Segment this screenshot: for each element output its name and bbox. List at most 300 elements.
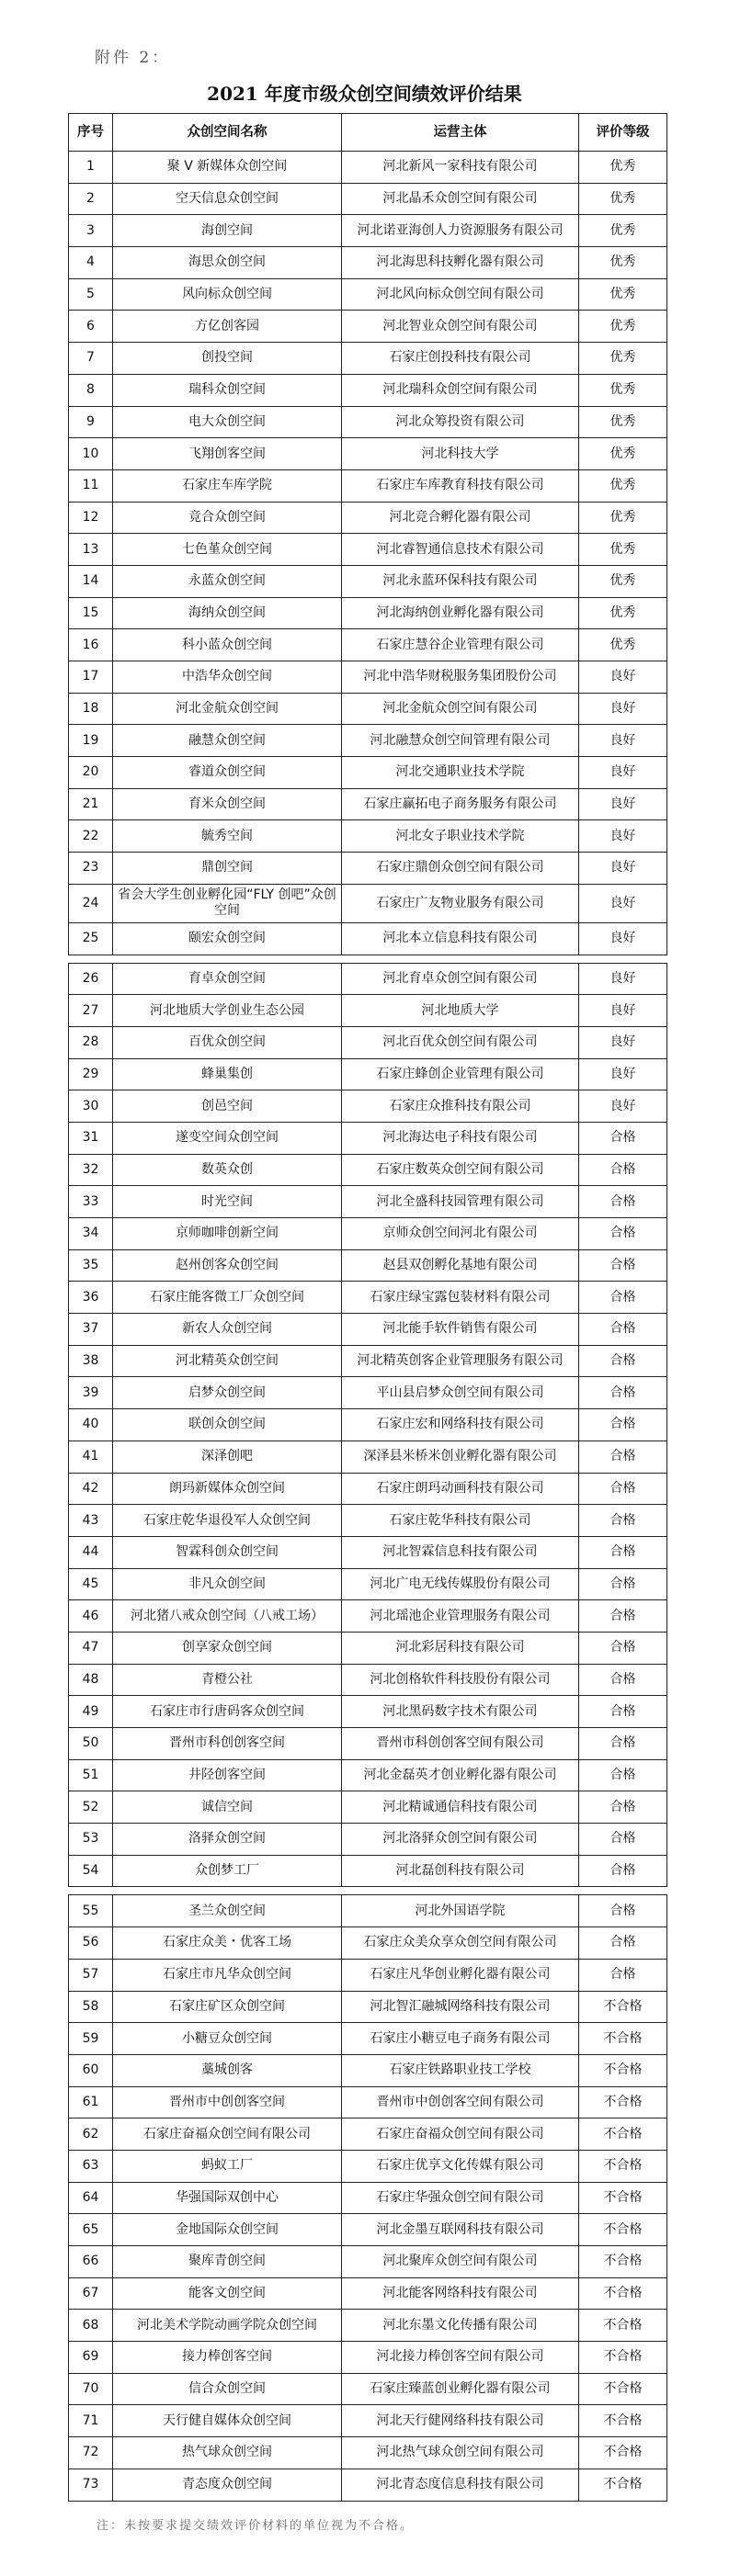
table-row [69,1218,667,1250]
cell-grade: 不合格 [579,2310,667,2342]
cell-grade: 不合格 [579,2086,667,2118]
cell-operator: 深泽县米桥米创业孵化器有限公司 [342,1441,579,1473]
table-row [69,1090,667,1123]
cell-grade: 良好 [579,693,667,725]
cell-grade: 优秀 [579,597,667,629]
cell-space-name: 创邑空间 [113,1090,342,1123]
cell-index: 12 [69,502,113,534]
table-row [69,2182,667,2214]
cell-space-name: 深泽创吧 [113,1441,342,1473]
cell-grade: 合格 [579,1824,667,1856]
table-row [69,1314,667,1346]
cell-index: 67 [69,2277,113,2310]
cell-operator: 河北广电无线传媒股份有限公司 [342,1568,579,1600]
table-row [69,152,667,184]
cell-index: 45 [69,1568,113,1600]
cell-operator: 河北智业众创空间有限公司 [342,311,579,343]
cell-space-name: 融慧众创空间 [113,725,342,757]
table-row [69,2437,667,2469]
cell-space-name: 小糖豆众创空间 [113,2023,342,2055]
table-row [69,853,667,885]
table-row [69,1927,667,1960]
cell-index: 19 [69,725,113,757]
cell-operator: 河北诺亚海创人力资源服务有限公司 [342,215,579,247]
cell-grade: 合格 [579,1791,667,1824]
header-grade: 评价等级 [579,114,667,152]
cell-space-name: 热气球众创空间 [113,2437,342,2469]
cell-grade: 不合格 [579,2150,667,2182]
cell-index: 41 [69,1441,113,1473]
cell-grade: 不合格 [579,2277,667,2310]
cell-index: 5 [69,278,113,311]
cell-space-name: 京师咖啡创新空间 [113,1218,342,1250]
cell-index: 10 [69,438,113,470]
cell-index: 27 [69,995,113,1027]
cell-operator: 河北晶禾众创空间有限公司 [342,183,579,215]
cell-index: 26 [69,963,113,995]
cell-operator: 石家庄绿宝露包装材料有限公司 [342,1282,579,1314]
cell-space-name: 蜂巢集创 [113,1058,342,1090]
cell-index: 31 [69,1122,113,1154]
cell-index: 23 [69,853,113,885]
cell-space-name: 聚库青创空间 [113,2246,342,2278]
cell-grade: 合格 [579,1505,667,1537]
cell-space-name: 新农人众创空间 [113,1314,342,1346]
table-row [69,725,667,757]
cell-grade: 合格 [579,1186,667,1218]
cell-operator: 河北地质大学 [342,995,579,1027]
cell-space-name: 蚂蚁工厂 [113,2150,342,2182]
cell-index: 7 [69,343,113,375]
cell-grade: 合格 [579,1249,667,1282]
table-row [69,502,667,534]
cell-grade: 优秀 [579,565,667,597]
cell-index: 64 [69,2182,113,2214]
cell-index: 40 [69,1409,113,1441]
cell-space-name: 金地国际众创空间 [113,2214,342,2246]
cell-operator: 河北全盛科技园管理有限公司 [342,1186,579,1218]
cell-index: 35 [69,1249,113,1282]
cell-operator: 河北洛驿众创空间有限公司 [342,1824,579,1856]
cell-operator: 河北精诚通信科技有限公司 [342,1791,579,1824]
table-row [69,215,667,247]
cell-operator: 河北竞合孵化器有限公司 [342,502,579,534]
table-row [69,1959,667,1991]
cell-grade: 良好 [579,820,667,853]
cell-space-name: 睿道众创空间 [113,757,342,789]
cell-grade: 合格 [579,1927,667,1960]
cell-grade: 合格 [579,1895,667,1927]
cell-operator: 河北本立信息科技有限公司 [342,922,579,955]
cell-space-name: 河北猪八戒众创空间（八戒工场） [113,1600,342,1633]
cell-grade: 合格 [579,1632,667,1664]
cell-operator: 河北女子职业技术学院 [342,820,579,853]
cell-index: 4 [69,247,113,279]
cell-operator: 石家庄凡华创业孵化器有限公司 [342,1959,579,1991]
cell-grade: 优秀 [579,438,667,470]
cell-operator: 河北磊创科技有限公司 [342,1855,579,1887]
cell-space-name: 飞翔创客空间 [113,438,342,470]
table-row [69,757,667,789]
cell-space-name: 创享家众创空间 [113,1632,342,1664]
cell-index: 36 [69,1282,113,1314]
cell-index: 33 [69,1186,113,1218]
cell-operator: 河北智霖信息科技有限公司 [342,1536,579,1568]
table-row [69,1345,667,1377]
cell-operator: 河北育卓众创空间有限公司 [342,963,579,995]
cell-operator: 河北中浩华财税服务集团股份公司 [342,661,579,694]
cell-operator: 晋州市中创创客空间有限公司 [342,2086,579,2118]
table-row [69,1855,667,1887]
table-row [69,2342,667,2374]
cell-index: 52 [69,1791,113,1824]
table-row [69,469,667,502]
cell-index: 54 [69,1855,113,1887]
cell-index: 70 [69,2373,113,2405]
cell-grade: 不合格 [579,2405,667,2437]
cell-grade: 合格 [579,1441,667,1473]
cell-space-name: 青态度众创空间 [113,2469,342,2501]
cell-index: 51 [69,1759,113,1791]
cell-index: 13 [69,534,113,566]
cell-index: 37 [69,1314,113,1346]
cell-operator: 石家庄慧谷企业管理有限公司 [342,629,579,661]
table-row [69,343,667,375]
cell-space-name: 启梦众创空间 [113,1377,342,1409]
table-row [69,820,667,853]
cell-grade: 优秀 [579,534,667,566]
cell-space-name: 科小蓝众创空间 [113,629,342,661]
cell-operator: 河北睿智通信息技术有限公司 [342,534,579,566]
cell-space-name: 永蓝众创空间 [113,565,342,597]
cell-index: 38 [69,1345,113,1377]
cell-operator: 河北黑码数字技术有限公司 [342,1696,579,1728]
table-row [69,374,667,406]
table-row [69,629,667,661]
cell-grade: 合格 [579,1345,667,1377]
cell-space-name: 遂变空间众创空间 [113,1122,342,1154]
cell-operator: 平山县启梦众创空间有限公司 [342,1377,579,1409]
table-row [69,1154,667,1186]
table-row [69,183,667,215]
table-row [69,1026,667,1058]
cell-index: 30 [69,1090,113,1123]
cell-index: 9 [69,406,113,438]
cell-space-name: 联创众创空间 [113,1409,342,1441]
cell-operator: 河北东墨文化传播有限公司 [342,2310,579,2342]
cell-index: 53 [69,1824,113,1856]
cell-operator: 河北百优众创空间有限公司 [342,1026,579,1058]
cell-operator: 河北瑶池企业管理服务有限公司 [342,1600,579,1633]
cell-grade: 良好 [579,1090,667,1123]
table-row [69,963,667,995]
cell-grade: 优秀 [579,278,667,311]
table-row [69,1696,667,1728]
table-row [69,1536,667,1568]
cell-index: 47 [69,1632,113,1664]
cell-grade: 良好 [579,853,667,885]
cell-grade: 优秀 [579,406,667,438]
table-row [69,2054,667,2086]
cell-operator: 河北金航众创空间有限公司 [342,693,579,725]
cell-grade: 合格 [579,1696,667,1728]
cell-index: 25 [69,922,113,955]
cell-space-name: 能客文创空间 [113,2277,342,2310]
table-row [69,1728,667,1760]
cell-grade: 合格 [579,1568,667,1600]
attachment-label: 附件 2： [95,49,171,67]
cell-grade: 良好 [579,661,667,694]
cell-grade: 良好 [579,757,667,789]
cell-index: 14 [69,565,113,597]
cell-index: 24 [69,884,113,922]
cell-operator: 石家庄小糖豆电子商务有限公司 [342,2023,579,2055]
cell-operator: 河北彩居科技有限公司 [342,1632,579,1664]
cell-space-name: 育米众创空间 [113,788,342,820]
cell-operator: 河北海思科技孵化器有限公司 [342,247,579,279]
table-row [69,1895,667,1927]
cell-grade: 不合格 [579,2054,667,2086]
cell-index: 69 [69,2342,113,2374]
table-row [69,2405,667,2437]
cell-space-name: 藁城创客 [113,2054,342,2086]
cell-space-name: 颐宏众创空间 [113,922,342,955]
cell-grade: 良好 [579,1026,667,1058]
cell-grade: 良好 [579,922,667,955]
cell-grade: 合格 [579,1377,667,1409]
cell-space-name: 接力棒创客空间 [113,2342,342,2374]
cell-grade: 优秀 [579,183,667,215]
cell-operator: 河北接力棒创客空间有限公司 [342,2342,579,2374]
cell-grade: 不合格 [579,2118,667,2151]
cell-grade: 优秀 [579,152,667,184]
cell-index: 2 [69,183,113,215]
table-row [69,2023,667,2055]
table-row [69,1824,667,1856]
table-row [69,2246,667,2278]
cell-grade: 不合格 [579,2437,667,2469]
cell-space-name: 石家庄能客微工厂众创空间 [113,1282,342,1314]
cell-operator: 石家庄朗玛动画科技有限公司 [342,1473,579,1505]
cell-index: 72 [69,2437,113,2469]
cell-index: 60 [69,2054,113,2086]
table-row [69,565,667,597]
cell-grade: 合格 [579,1282,667,1314]
cell-operator: 晋州市科创创客空间有限公司 [342,1728,579,1760]
cell-space-name: 石家庄众美・优客工场 [113,1927,342,1960]
cell-index: 56 [69,1927,113,1960]
table-row [69,1409,667,1441]
cell-index: 17 [69,661,113,694]
cell-space-name: 华强国际双创中心 [113,2182,342,2214]
cell-grade: 不合格 [579,2023,667,2055]
cell-operator: 河北能手软件销售有限公司 [342,1314,579,1346]
table-row [69,1991,667,2023]
cell-index: 50 [69,1728,113,1760]
cell-index: 58 [69,1991,113,2023]
cell-operator: 河北聚库众创空间有限公司 [342,2246,579,2278]
cell-operator: 河北天行健网络科技有限公司 [342,2405,579,2437]
table-row [69,1568,667,1600]
document-title: 2021 年度市级众创空间绩效评价结果 [207,83,522,105]
table-row [69,1186,667,1218]
cell-space-name: 井陉创客空间 [113,1759,342,1791]
cell-space-name: 中浩华众创空间 [113,661,342,694]
cell-space-name: 省会大学生创业孵化园“FLY 创吧”众创空间 [113,884,342,922]
cell-grade: 不合格 [579,2342,667,2374]
cell-index: 48 [69,1664,113,1696]
table-row [69,1664,667,1696]
cell-index: 55 [69,1895,113,1927]
cell-space-name: 信合众创空间 [113,2373,342,2405]
footnote: 注：未按要求提交绩效评价材料的单位视为不合格。 [97,2519,415,2533]
cell-space-name: 诚信空间 [113,1791,342,1824]
header-space-name: 众创空间名称 [113,114,342,152]
cell-space-name: 智霖科创众创空间 [113,1536,342,1568]
cell-grade: 不合格 [579,1991,667,2023]
table-row [69,311,667,343]
cell-space-name: 海创空间 [113,215,342,247]
cell-operator: 石家庄广友物业服务有限公司 [342,884,579,922]
cell-grade: 良好 [579,788,667,820]
cell-index: 29 [69,1058,113,1090]
table-row [69,1759,667,1791]
cell-space-name: 朗玛新媒体众创空间 [113,1473,342,1505]
cell-space-name: 石家庄矿区众创空间 [113,1991,342,2023]
table-row [69,1473,667,1505]
cell-operator: 石家庄奋福众创空间有限公司 [342,2118,579,2151]
cell-index: 18 [69,693,113,725]
cell-grade: 合格 [579,1218,667,1250]
cell-space-name: 圣兰众创空间 [113,1895,342,1927]
cell-grade: 合格 [579,1154,667,1186]
cell-space-name: 数英众创 [113,1154,342,1186]
table-row [69,2214,667,2246]
cell-operator: 石家庄蜂创企业管理有限公司 [342,1058,579,1090]
cell-operator: 河北能客网络科技有限公司 [342,2277,579,2310]
cell-operator: 石家庄车库教育科技有限公司 [342,469,579,502]
cell-index: 57 [69,1959,113,1991]
cell-grade: 良好 [579,963,667,995]
cell-operator: 河北众筹投资有限公司 [342,406,579,438]
cell-grade: 不合格 [579,2246,667,2278]
cell-space-name: 河北精英众创空间 [113,1345,342,1377]
table-row [69,922,667,955]
cell-index: 34 [69,1218,113,1250]
cell-index: 63 [69,2150,113,2182]
cell-grade: 合格 [579,1664,667,1696]
cell-operator: 河北科技大学 [342,438,579,470]
cell-space-name: 方亿创客园 [113,311,342,343]
cell-index: 65 [69,2214,113,2246]
cell-operator: 石家庄华强众创空间有限公司 [342,2182,579,2214]
cell-space-name: 七色堇众创空间 [113,534,342,566]
cell-grade: 合格 [579,1473,667,1505]
table-row [69,1282,667,1314]
table-row [69,1505,667,1537]
header-index: 序号 [69,114,113,152]
cell-operator: 石家庄众推科技有限公司 [342,1090,579,1123]
cell-space-name: 鼎创空间 [113,853,342,885]
table-row [69,406,667,438]
cell-space-name: 海思众创空间 [113,247,342,279]
cell-operator: 石家庄臻蓝创业孵化器有限公司 [342,2373,579,2405]
cell-space-name: 空天信息众创空间 [113,183,342,215]
cell-grade: 优秀 [579,343,667,375]
table-row [69,2373,667,2405]
cell-space-name: 晋州市中创创客空间 [113,2086,342,2118]
cell-space-name: 毓秀空间 [113,820,342,853]
cell-grade: 不合格 [579,2214,667,2246]
cell-grade: 合格 [579,1759,667,1791]
cell-grade: 合格 [579,1409,667,1441]
cell-grade: 优秀 [579,469,667,502]
cell-space-name: 石家庄市行唐码客众创空间 [113,1696,342,1728]
cell-space-name: 百优众创空间 [113,1026,342,1058]
cell-operator: 石家庄赢拓电子商务服务有限公司 [342,788,579,820]
cell-grade: 不合格 [579,2182,667,2214]
results-table-part-2 [68,963,667,1888]
table-row [69,884,667,922]
cell-grade: 合格 [579,1855,667,1887]
table-row [69,2469,667,2501]
cell-index: 22 [69,820,113,853]
cell-index: 1 [69,152,113,184]
cell-grade: 合格 [579,1122,667,1154]
table-row [69,278,667,311]
cell-operator: 石家庄数英众创空间有限公司 [342,1154,579,1186]
cell-index: 8 [69,374,113,406]
cell-index: 20 [69,757,113,789]
table-row [69,2310,667,2342]
cell-space-name: 天行健自媒体众创空间 [113,2405,342,2437]
cell-index: 3 [69,215,113,247]
cell-space-name: 时光空间 [113,1186,342,1218]
table-row [69,1600,667,1633]
cell-index: 46 [69,1600,113,1633]
cell-operator: 河北海达电子科技有限公司 [342,1122,579,1154]
cell-operator: 河北海纳创业孵化器有限公司 [342,597,579,629]
cell-operator: 石家庄优享文化传媒有限公司 [342,2150,579,2182]
cell-index: 68 [69,2310,113,2342]
cell-grade: 良好 [579,725,667,757]
cell-grade: 优秀 [579,502,667,534]
cell-space-name: 聚 V 新媒体众创空间 [113,152,342,184]
table-row [69,1441,667,1473]
cell-space-name: 电大众创空间 [113,406,342,438]
table-row [69,1122,667,1154]
cell-index: 28 [69,1026,113,1058]
cell-operator: 石家庄鼎创众创空间有限公司 [342,853,579,885]
cell-grade: 优秀 [579,311,667,343]
cell-space-name: 瑞科众创空间 [113,374,342,406]
table-row [69,1249,667,1282]
table-row [69,247,667,279]
cell-index: 42 [69,1473,113,1505]
cell-space-name: 石家庄车库学院 [113,469,342,502]
cell-space-name: 创投空间 [113,343,342,375]
cell-space-name: 石家庄奋福众创空间有限公司 [113,2118,342,2151]
cell-grade: 良好 [579,884,667,922]
table-row [69,1632,667,1664]
cell-space-name: 河北金航众创空间 [113,693,342,725]
table-row [69,995,667,1027]
table-row [69,2086,667,2118]
cell-space-name: 石家庄乾华退役军人众创空间 [113,1505,342,1537]
cell-operator: 河北金墨互联网科技有限公司 [342,2214,579,2246]
cell-space-name: 众创梦工厂 [113,1855,342,1887]
results-table-part-3 [68,1894,667,2501]
